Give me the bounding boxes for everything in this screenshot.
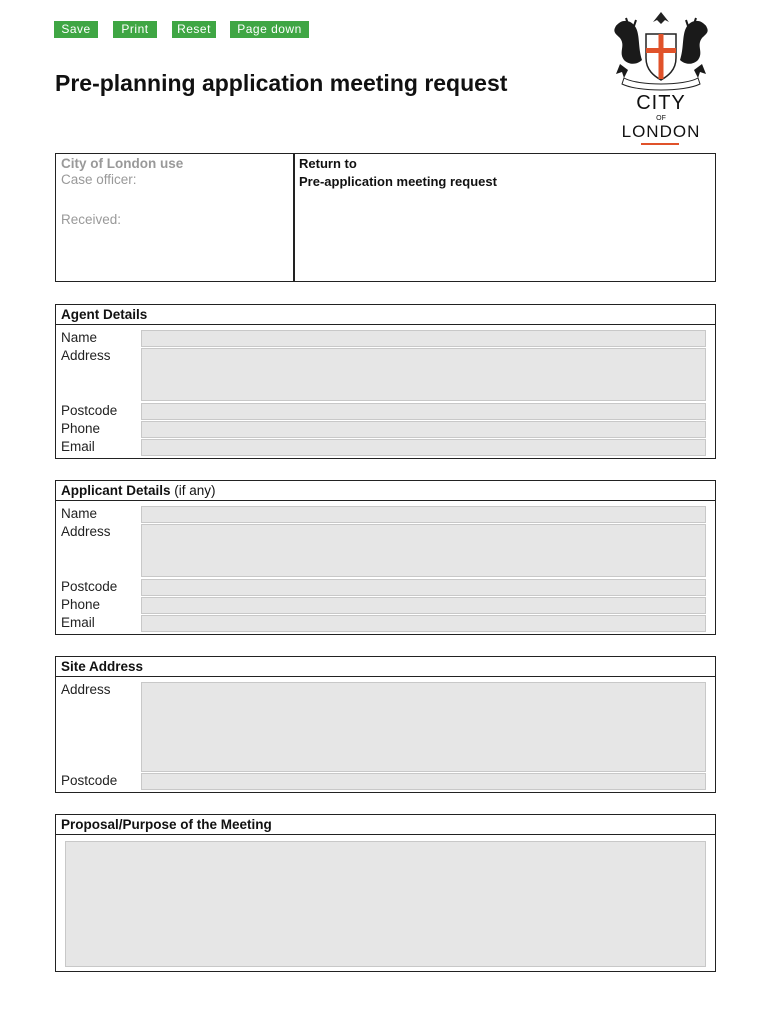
office-divider [293,154,295,281]
applicant-details-heading [56,481,715,501]
proposal-field[interactable] [65,841,706,967]
city-of-london-logo [608,8,714,140]
agent-postcode-field[interactable] [141,403,706,420]
page-down-button[interactable]: Page down [230,21,309,38]
agent-details-heading: Agent Details [56,305,715,325]
applicant-address-field[interactable] [141,524,706,577]
applicant-email-field[interactable] [141,615,706,632]
agent-phone-field[interactable] [141,421,706,438]
applicant-postcode-field[interactable] [141,579,706,596]
agent-name-field[interactable] [141,330,706,347]
agent-name-label: Name [61,330,98,345]
agent-phone-label: Phone [61,421,101,436]
applicant-details-section [55,480,716,635]
applicant-details-title: Applicant Details [61,483,171,498]
logo-london-text: LONDON [621,122,701,141]
applicant-email-label: Email [61,615,95,630]
site-address-label: Address [61,682,111,697]
applicant-address-label: Address [61,524,111,539]
page-title: Pre-planning application meeting request [55,70,508,96]
agent-email-field[interactable] [141,439,706,456]
office-use-box [55,153,716,282]
site-postcode-field[interactable] [141,773,706,790]
applicant-name-field[interactable] [141,506,706,523]
agent-postcode-label: Postcode [61,403,118,418]
site-address-section [55,656,716,793]
received-label: Received: [61,212,122,227]
applicant-name-label: Name [61,506,98,521]
print-button[interactable]: Print [113,21,157,38]
applicant-phone-field[interactable] [141,597,706,614]
logo-city-text: CITY [636,92,686,114]
return-to-address: Pre-application meeting request [299,174,497,189]
site-postcode-label: Postcode [61,773,118,788]
agent-email-label: Email [61,439,95,454]
logo-of-text: OF [656,115,666,122]
logo-underline [641,143,679,145]
site-address-heading: Site Address [56,657,715,677]
agent-address-field[interactable] [141,348,706,401]
office-use-title: City of London use [61,156,184,171]
save-button[interactable]: Save [54,21,98,38]
agent-address-label: Address [61,348,111,363]
applicant-postcode-label: Postcode [61,579,118,594]
case-officer-label: Case officer: [61,172,137,187]
crest-icon [608,8,714,92]
site-address-field[interactable] [141,682,706,772]
applicant-details-suffix: (if any) [174,483,216,498]
agent-details-section [55,304,716,459]
applicant-phone-label: Phone [61,597,101,612]
reset-button[interactable]: Reset [172,21,216,38]
proposal-section [55,814,716,972]
return-to-label: Return to [299,156,357,171]
proposal-heading: Proposal/Purpose of the Meeting [56,815,715,835]
